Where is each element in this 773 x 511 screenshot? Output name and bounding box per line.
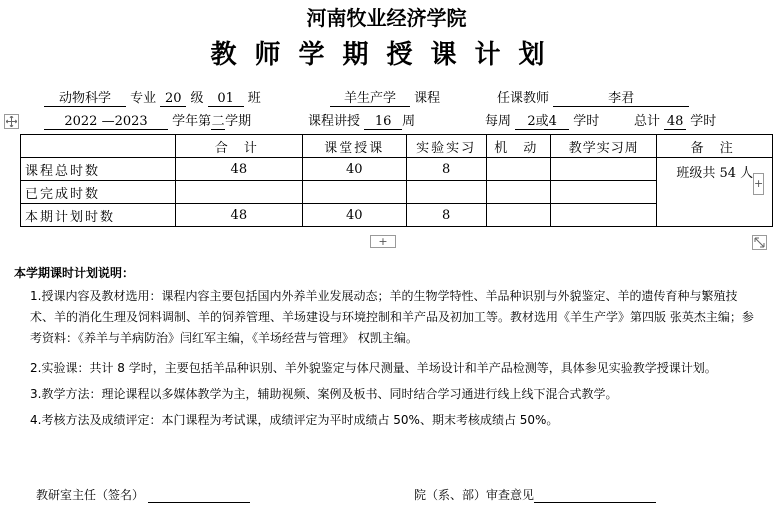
weekly-field — [485, 110, 599, 130]
note-item: 1.授课内容及教材选用：课程内容主要包括国内外养羊业发展动态；羊的生物学特性、羊品种识别与外貌鉴定、羊的遗传育种与繁殖技术、羊的消化生理及饲料调制、羊的饲养管理、羊场建设与环境控制和羊产品及初加工等。教材选用《羊生产学》第四版 张英杰主编；参考资料：《养羊与羊病防治》闫红军主编，《羊场经营与管理》 权凯主编。 — [30, 289, 754, 345]
dept-review — [414, 486, 656, 503]
notes-heading: 本学期课时计划说明： — [14, 266, 135, 280]
table-header-empty — [21, 135, 176, 158]
class-label: 班 — [247, 91, 261, 106]
total-label: 总计 — [634, 114, 661, 129]
remark-cell: 班级共 54 人 — [657, 158, 773, 227]
note-item: 3.教学方法：理论课程以多媒体教学为主，辅助视频、案例及板书、同时结合学习通进行线上线下混合式教学。 — [30, 387, 618, 401]
teacher-value: 李君 — [553, 91, 689, 107]
cell-classroom: 40 — [302, 204, 406, 227]
note-item: 4.考核方法及成绩评定：本门课程为考试课，成绩评定为平时成绩占 50%、期末考核成绩占 50%。 — [30, 413, 559, 427]
weekly-unit: 学时 — [573, 114, 600, 129]
table-header: 课堂授课 — [302, 135, 406, 158]
table-header: 实验实习 — [406, 135, 486, 158]
weekly-hours-value: 2或4 — [515, 114, 569, 130]
info-line-2 — [44, 110, 251, 130]
teacher-label: 任课教师 — [497, 91, 550, 106]
course-label: 课程 — [414, 91, 441, 106]
table-header: 教学实习周 — [550, 135, 657, 158]
table-header-row — [21, 135, 773, 158]
weeks-value: 16 — [364, 114, 402, 130]
dept-review-line[interactable] — [534, 488, 656, 503]
cell-practice-week — [550, 204, 657, 227]
weeks-label: 周 — [402, 114, 416, 129]
course-value: 羊生产学 — [330, 91, 410, 107]
cell-flex — [486, 181, 550, 204]
dept-label: 院（系、部）审查意见 — [414, 488, 535, 502]
table-header: 备 注 — [657, 135, 773, 158]
cell-lab: 8 — [406, 204, 486, 227]
class-value: 01 — [208, 91, 244, 107]
cell-lab — [406, 181, 486, 204]
cell-lab: 8 — [406, 158, 486, 181]
school-name: 河南牧业经济学院 — [306, 6, 467, 30]
term-label: 学期 — [225, 114, 252, 129]
total-unit: 学时 — [690, 114, 717, 129]
year-separator: — — [101, 114, 115, 129]
table-row — [21, 158, 773, 181]
resize-handle-icon[interactable] — [752, 235, 767, 250]
cell-total: 48 — [175, 204, 302, 227]
term-value: 二 — [211, 114, 225, 129]
page-title: 教师学期授课计划 — [210, 40, 563, 70]
cell-practice-week — [550, 158, 657, 181]
row-label: 课程总时数 — [21, 158, 176, 181]
info-line-1 — [44, 87, 261, 107]
hours-table — [20, 134, 773, 227]
teacher-field — [497, 87, 689, 107]
year-start: 2022 — [64, 114, 98, 129]
weekly-label: 每周 — [485, 114, 512, 129]
cell-total — [175, 181, 302, 204]
major-value: 动物科学 — [44, 91, 126, 107]
cell-practice-week — [550, 181, 657, 204]
row-label: 已完成时数 — [21, 181, 176, 204]
course-field — [330, 87, 440, 107]
lecture-field — [308, 110, 415, 130]
year-range — [44, 114, 168, 130]
cell-flex — [486, 158, 550, 181]
row-label: 本期计划时数 — [21, 204, 176, 227]
cell-flex — [486, 204, 550, 227]
year-label: 学年第 — [172, 114, 212, 129]
director-signature — [36, 486, 250, 503]
add-row-icon[interactable]: + — [370, 235, 396, 248]
lecture-label: 课程讲授 — [308, 114, 361, 129]
director-label: 教研室主任（签名） — [36, 488, 145, 502]
cell-total: 48 — [175, 158, 302, 181]
table-header: 机 动 — [486, 135, 550, 158]
grade-label: 级 — [190, 91, 204, 106]
total-field — [634, 110, 716, 130]
table-header: 合 计 — [175, 135, 302, 158]
total-hours-value: 48 — [664, 114, 686, 130]
grade-value: 20 — [160, 91, 186, 107]
cell-classroom — [302, 181, 406, 204]
cell-classroom: 40 — [302, 158, 406, 181]
note-item: 2.实验课：共计 8 学时，主要包括羊品种识别、羊外貌鉴定与体尺测量、羊场设计和羊产品检测等，具体参见实验教学授课计划。 — [30, 361, 717, 375]
year-end: 2023 — [114, 114, 148, 129]
add-column-icon[interactable]: + — [753, 173, 764, 195]
move-handle-icon[interactable] — [4, 114, 19, 129]
major-label: 专业 — [130, 91, 157, 106]
director-signature-line[interactable] — [148, 488, 250, 503]
